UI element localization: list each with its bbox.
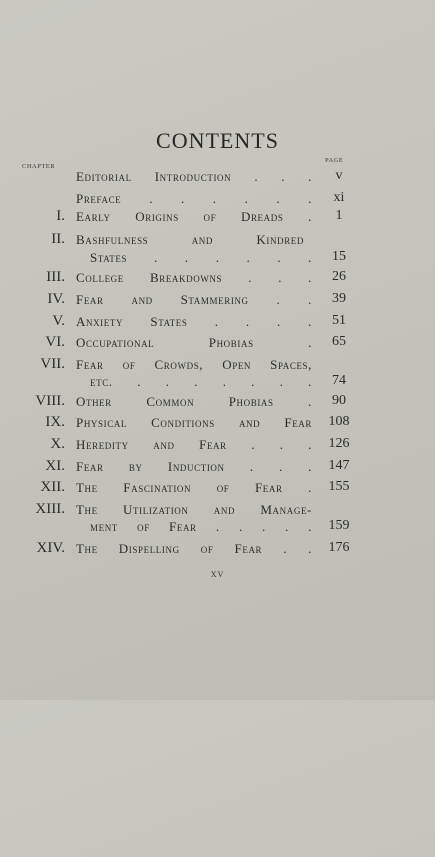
page-number: v — [335, 168, 343, 183]
toc-entry-continuation — [0, 373, 435, 395]
toc-entry — [0, 291, 435, 313]
chapter-title: Bashfulness and Kindred — [76, 232, 304, 247]
chapter-number: XIV. — [36, 540, 65, 556]
page-number: 176 — [328, 540, 350, 555]
page-number: 108 — [328, 414, 350, 429]
chapter-number: II. — [51, 231, 65, 247]
chapter-number: IX. — [45, 414, 65, 430]
chapter-number: X. — [50, 436, 65, 452]
page-number: 147 — [328, 458, 350, 473]
toc-entry — [0, 168, 435, 190]
chapter-number: IV. — [47, 291, 65, 307]
page-number: 126 — [328, 436, 350, 451]
chapter-number: I. — [56, 208, 65, 224]
chapter-title: The Dispelling of Fear . . — [76, 541, 312, 556]
chapter-title: Preface . . . . . . — [76, 191, 312, 206]
page-number: 65 — [332, 334, 346, 349]
chapter-title: The Utilization and Manage- — [76, 502, 312, 517]
chapter-column-header: CHAPTER — [22, 163, 56, 170]
chapter-title: Anxiety States . . . . — [76, 314, 312, 329]
toc-entry — [0, 414, 435, 436]
chapter-title: ment of Fear . . . . . — [90, 519, 312, 534]
chapter-title: Fear and Stammering . . — [76, 292, 312, 307]
toc-entry-continuation — [0, 518, 435, 540]
toc-entry — [0, 540, 435, 562]
page-number: 15 — [332, 249, 346, 264]
toc-entry — [0, 208, 435, 230]
page-number: 26 — [332, 269, 346, 284]
chapter-number: XIII. — [35, 501, 65, 517]
page-title: CONTENTS — [156, 128, 279, 153]
page-number: 159 — [328, 518, 350, 533]
chapter-number: VIII. — [35, 393, 65, 409]
chapter-title: Editorial Introduction . . . — [76, 169, 312, 184]
page-number: 90 — [332, 393, 346, 408]
page-number: 155 — [328, 479, 350, 494]
chapter-number: XII. — [40, 479, 65, 495]
toc-entry — [0, 313, 435, 335]
toc-entry — [0, 393, 435, 415]
chapter-title: Physical Conditions and Fear — [76, 415, 312, 430]
toc-entry — [0, 479, 435, 501]
chapter-title: Fear of Crowds, Open Spaces, — [76, 357, 312, 372]
chapter-title: College Breakdowns . . . — [76, 270, 312, 285]
toc-entry-continuation — [0, 249, 435, 271]
page-number: 74 — [332, 373, 346, 388]
chapter-title: Other Common Phobias . — [76, 394, 312, 409]
page-number: 51 — [332, 313, 346, 328]
chapter-number: V. — [52, 313, 65, 329]
chapter-title: Heredity and Fear . . . — [76, 437, 312, 452]
chapter-title: The Fascination of Fear . — [76, 480, 312, 495]
toc-entry — [0, 334, 435, 356]
page-folio: xv — [210, 566, 225, 580]
chapter-title: States . . . . . . — [90, 250, 312, 265]
toc-entry — [0, 458, 435, 480]
chapter-title: Occupational Phobias . — [76, 335, 312, 350]
page-number: xi — [333, 190, 345, 205]
chapter-number: XI. — [45, 458, 65, 474]
toc-entry — [0, 436, 435, 458]
chapter-number: VI. — [45, 334, 65, 350]
page-number: 1 — [335, 208, 343, 223]
page-number: 39 — [332, 291, 346, 306]
chapter-title: etc. . . . . . . . — [90, 374, 312, 389]
page-column-header: PAGE — [325, 157, 344, 164]
toc-entry — [0, 269, 435, 291]
chapter-number: VII. — [40, 356, 65, 372]
chapter-number: III. — [46, 269, 65, 285]
chapter-title: Fear by Induction . . . — [76, 459, 312, 474]
chapter-title: Early Origins of Dreads . — [76, 209, 312, 224]
